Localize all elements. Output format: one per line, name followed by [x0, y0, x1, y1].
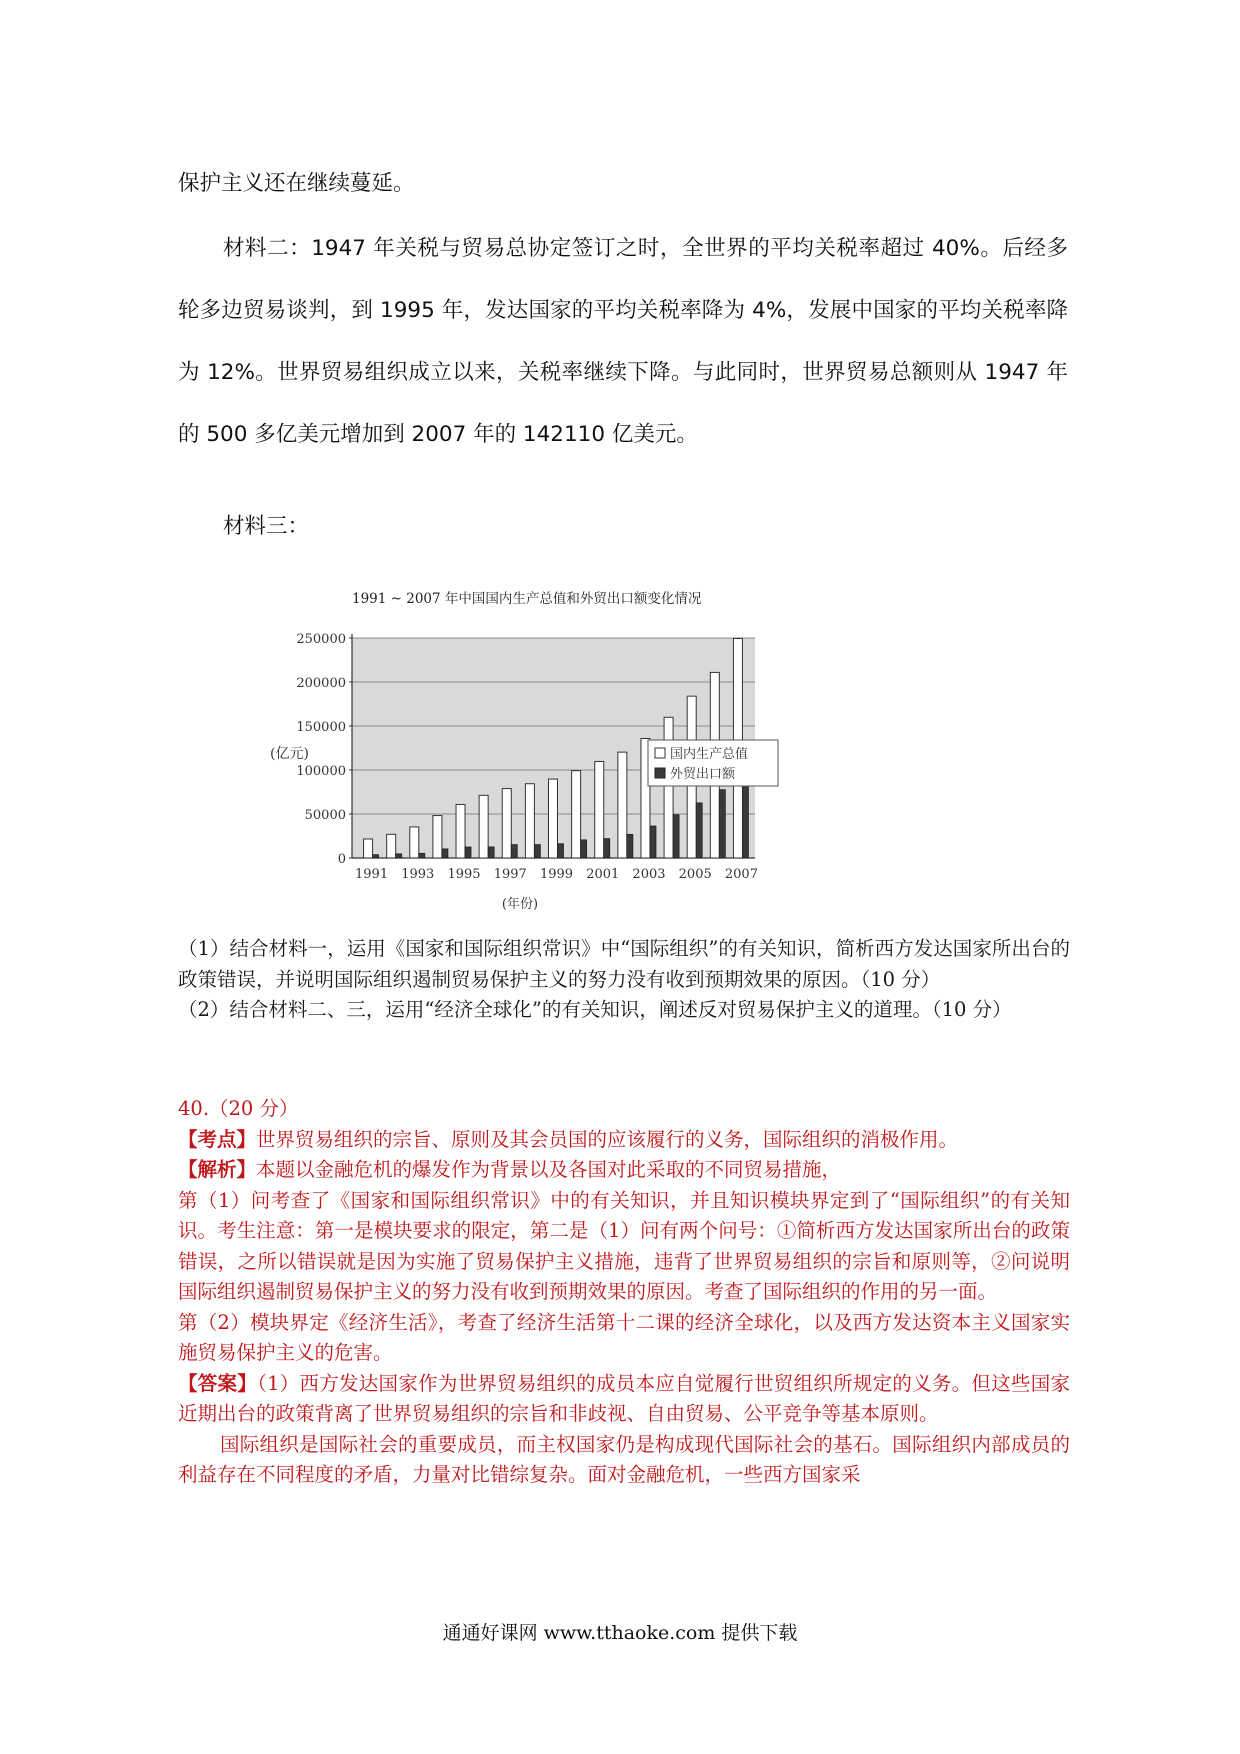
legend-swatch-export [655, 768, 665, 778]
bar-export [442, 849, 448, 858]
x-tick-label: 2001 [586, 867, 620, 882]
bar-export [627, 834, 633, 858]
y-tick-label: 100000 [296, 764, 346, 779]
analysis-part-2: 第（2）模块界定《经济生活》，考查了经济生活第十二课的经济全球化，以及西方发达资本主义国家实施贸易保护主义的危害。 [178, 1310, 1070, 1364]
daan-text: （1）西方发达国家作为世界贸易组织的成员本应自觉履行世贸组织所规定的义务。但这些国家近期出台的政策背离了世界贸易组织的宗旨和非歧视、自由贸易、公平竞争等基本原则。 [178, 1371, 1070, 1425]
x-tick-label: 2007 [724, 867, 758, 882]
daan-line [178, 1369, 1070, 1430]
bar-export [581, 840, 587, 858]
bar-export [650, 826, 656, 858]
bar-export [488, 847, 494, 858]
x-tick-label: 1999 [539, 867, 574, 882]
bar-export [673, 815, 679, 858]
bar-export [696, 803, 702, 858]
material-three-label: 材料三： [223, 514, 310, 539]
bar-gdp [433, 816, 442, 858]
y-axis-label: (亿元) [270, 746, 309, 762]
y-tick-label: 50000 [304, 808, 346, 823]
bar-gdp [595, 761, 604, 858]
bar-gdp [664, 717, 673, 858]
bar-gdp [549, 779, 558, 858]
bar-gdp [502, 789, 511, 858]
bar-gdp [364, 839, 373, 858]
question-1: （1）结合材料一，运用《国家和国际组织常识》中“国际组织”的有关知识，简析西方发达国家所出台的政策错误，并说明国际组织遏制贸易保护主义的努力没有收到预期效果的原因。（10 分） [178, 937, 1070, 991]
material-one-tail: 保护主义还在继续蔓延。 [178, 171, 415, 196]
bar-gdp [572, 771, 581, 858]
y-tick-label: 0 [337, 852, 346, 867]
bar-gdp [387, 834, 396, 858]
bar-export [742, 776, 748, 858]
page-footer: 通通好课网 www.tthaoke.com 提供下载 [442, 1622, 798, 1644]
x-tick-label: 2005 [678, 867, 712, 882]
x-tick-label: 1991 [355, 867, 389, 882]
y-tick-label: 200000 [296, 676, 346, 691]
bar-export [604, 839, 610, 858]
chart-svg [230, 580, 790, 925]
bar-export [396, 854, 402, 858]
bar-gdp [479, 795, 488, 858]
bar-gdp [410, 827, 419, 858]
bar-export [419, 853, 425, 858]
y-tick-label: 150000 [296, 720, 346, 735]
jiexi-line [178, 1155, 1070, 1186]
answer-block [178, 1094, 1070, 1491]
legend-swatch-gdp [655, 748, 665, 758]
analysis-part-1: 第（1）问考查了《国家和国际组织常识》中的有关知识，并且知识模块界定到了“国际组织”的有关知识。考生注意：第一是模块要求的限定，第二是（1）问有两个问号：①简析西方发达国家所出台的政策错误，之所以错误就是因为实施了贸易保护主义措施，违背了世界贸易组织的宗旨和原则等，②问说明国际组织遏制贸易保护主义的努力没有收到预期效果的原因。考查了国际组织的作用的另一面。 [178, 1188, 1070, 1303]
x-tick-label: 1995 [447, 867, 481, 882]
kaodian-text: 世界贸易组织的宗旨、原则及其会员国的应该履行的义务，国际组织的消极作用。 [256, 1127, 959, 1151]
kaodian-line [178, 1125, 1070, 1156]
daan-label: 【答案】 [178, 1371, 258, 1395]
bar-export [558, 844, 564, 858]
bar-export [511, 845, 517, 858]
legend-label-gdp: 国内生产总值 [670, 747, 749, 762]
chart-title: 1991 ~ 2007 年中国国内生产总值和外贸出口额变化情况 [352, 591, 702, 607]
bar-gdp [456, 804, 465, 858]
jiexi-label: 【解析】 [178, 1158, 257, 1181]
bar-export [719, 790, 725, 858]
questions-block [178, 934, 1070, 1026]
x-tick-label: 1993 [401, 867, 435, 882]
legend-label-export: 外贸出口额 [670, 767, 736, 782]
x-axis-label: (年份) [501, 897, 539, 912]
bar-gdp [618, 752, 627, 858]
bar-export [373, 855, 379, 858]
bar-export [534, 845, 540, 858]
gdp-export-chart [230, 580, 790, 925]
x-tick-label: 1997 [493, 867, 527, 882]
y-tick-label: 250000 [296, 632, 346, 647]
question-2: （2）结合材料二、三，运用“经济全球化”的有关知识，阐述反对贸易保护主义的道理。（10 分） [178, 998, 1012, 1021]
jiexi-text: 本题以金融危机的爆发作为背景以及各国对此采取的不同贸易措施， [256, 1158, 842, 1181]
bar-gdp [525, 784, 534, 858]
kaodian-label: 【考点】 [178, 1127, 257, 1151]
answer-heading: 40.（20 分） [178, 1097, 299, 1120]
x-tick-label: 2003 [632, 867, 666, 882]
bar-export [465, 847, 471, 858]
daan-paragraph-2: 国际组织是国际社会的重要成员，而主权国家仍是构成现代国际社会的基石。国际组织内部成员的利益存在不同程度的矛盾，力量对比错综复杂。面对金融危机，一些西方国家采 [178, 1432, 1070, 1486]
material-two-paragraph: 材料二：1947 年关税与贸易总协定签订之时，全世界的平均关税率超过 40%。后经多轮多边贸易谈判，到 1995 年，发达国家的平均关税率降为 4%，发展中国家的平均关税率降为 12%。世界贸易组织成立以来，关税率继续下降。与此同时，世界贸易总额则从 1947 年的 500 多亿美元增加到 2007 年的 142110 亿美元。 [178, 236, 1068, 447]
